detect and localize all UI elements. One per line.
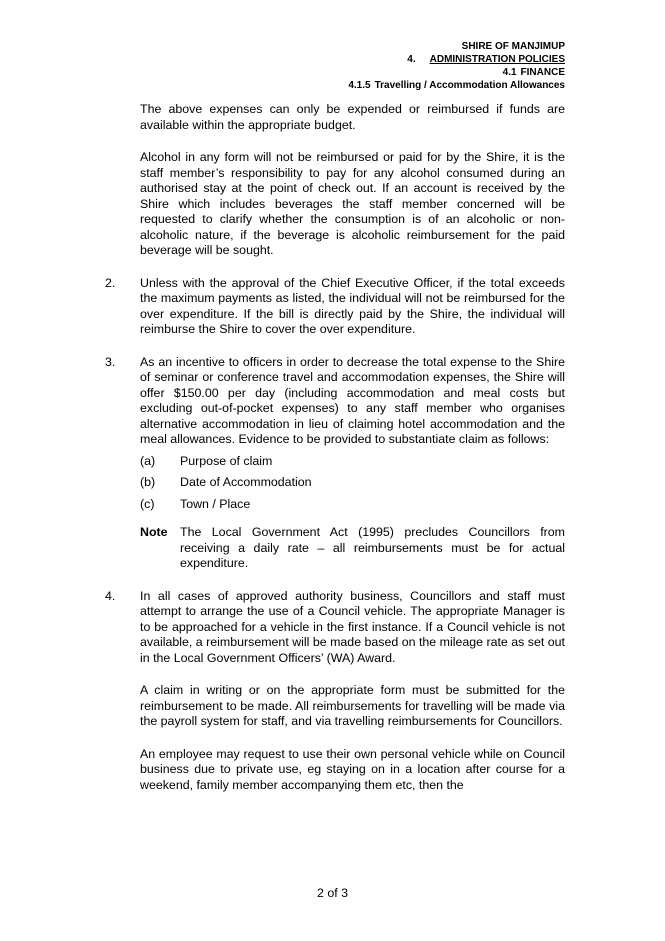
- list-item-4: [0, 589, 665, 667]
- sub-item-a: [140, 454, 565, 470]
- paragraph-claim: A claim in writing or on the appropriate form must be submitted for the reimbursement to be made. All reimbursements for travelling will be made via the payroll system for staff, and via travelling reimbursements for Councillors.: [140, 683, 565, 728]
- sub-item-b: [140, 475, 565, 491]
- page-number: 2 of 3: [316, 886, 348, 900]
- document-body: [0, 102, 665, 793]
- header-section: [348, 53, 565, 66]
- header-policy: [348, 79, 565, 92]
- header-subsection-num: 4.1: [502, 67, 517, 78]
- header-policy-num: 4.1.5: [348, 80, 371, 91]
- list-item-text: Unless with the approval of the Chief Executive Officer, if the total exceeds the maximum payments as listed, the individual will not be reimbursed for the over expenditure. If the bill is directly paid by the Shire, the individual will reimburse the Shire to cover the over expenditure.: [140, 275, 565, 336]
- list-item-number: 3.: [105, 354, 116, 369]
- header-subsection: [348, 66, 565, 79]
- sub-item-text: Date of Accommodation: [180, 475, 312, 489]
- sub-item-text: Purpose of claim: [180, 453, 273, 468]
- sub-item-text: Town / Place: [180, 496, 251, 511]
- note-label: Note: [140, 525, 168, 539]
- header-section-title: ADMINISTRATION POLICIES: [429, 54, 565, 65]
- list-item-number: 2.: [105, 275, 116, 290]
- document-header: [348, 40, 565, 92]
- header-policy-title: Travelling / Accommodation Allowances: [374, 80, 565, 91]
- sub-item-c: [140, 497, 565, 513]
- sub-item-letter: (c): [140, 496, 155, 511]
- sub-item-letter: (b): [140, 475, 156, 489]
- list-item-text: As an incentive to officers in order to decrease the total expense to the Shire of seminar or conference travel and accommodation expenses, the Shire will offer $150.00 per day (including accommodation and meal costs but excluding out-of-pocket expenses) to any staff member who organises alternative accommodation in lieu of claiming hotel accommodation and the meal allowances. Evidence to be provided to substantiate claim as follows:: [140, 354, 565, 446]
- paragraph-intro-1: The above expenses can only be expended or reimbursed if funds are available within the appropriate budget.: [140, 102, 565, 132]
- header-section-num: 4.: [407, 54, 416, 65]
- list-item-3: [0, 355, 665, 448]
- note-text: The Local Government Act (1995) precludes Councillors from receiving a daily rate – all reimbursements must be for actual expenditure.: [180, 525, 565, 570]
- paragraph-personal-vehicle: An employee may request to use their own personal vehicle while on Council business due to private use, eg staying on in a location after course for a weekend, family member accompanying them etc, then the: [140, 746, 565, 792]
- list-item-number: 4.: [105, 588, 116, 603]
- paragraph-intro-2: Alcohol in any form will not be reimbursed or paid for by the Shire, it is the staff member’s responsibility to pay for any alcohol consumed during an authorised stay at the point of check out. If an account is received by the Shire which includes beverages the staff member concerned will be requested to clarify whether the consumption is of an alcoholic or non-alcoholic nature, if the beverage is alcoholic reimbursement for the paid beverage will be sought.: [140, 150, 565, 257]
- sub-item-letter: (a): [140, 453, 156, 468]
- list-item-2: [0, 276, 665, 338]
- note-block: [140, 525, 565, 572]
- header-org: SHIRE OF MANJIMUP: [461, 41, 565, 52]
- list-item-text: In all cases of approved authority business, Councillors and staff must attempt to arrange the use of a Council vehicle. The appropriate Manager is to be approached for a vehicle in the first instance. If a Council vehicle is not available, a reimbursement will be made based on the mileage rate as set out in the Local Government Officers’ (WA) Award.: [140, 588, 565, 665]
- header-subsection-title: FINANCE: [520, 67, 565, 78]
